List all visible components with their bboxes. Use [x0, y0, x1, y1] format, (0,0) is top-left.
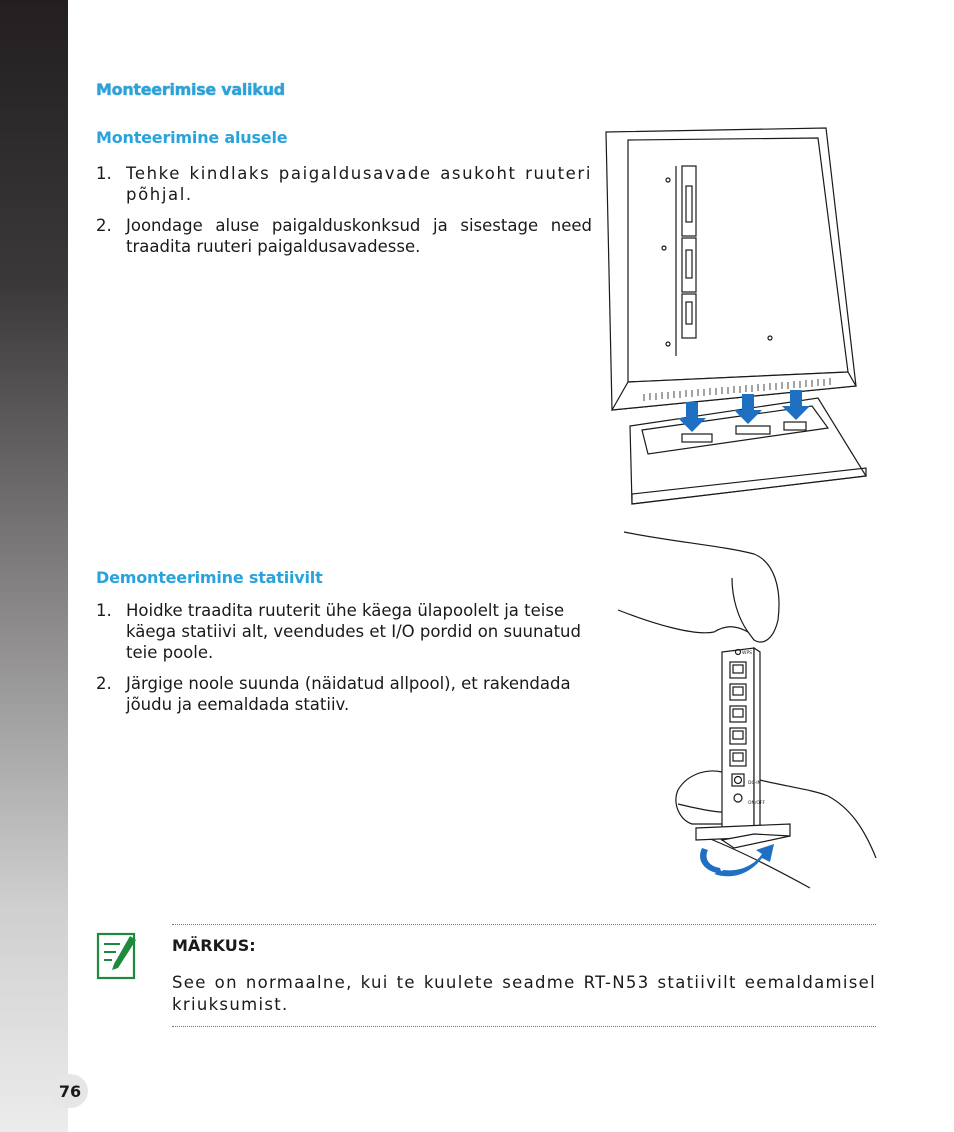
note-bottom-divider: [172, 1026, 876, 1027]
note-title: MÄRKUS:: [172, 936, 256, 955]
note-text: See on normaalne, kui te kuulete seadme RT-N53 statiivilt eemaldamisel kriuksumist.: [172, 973, 876, 1014]
wps-label: WPS: [742, 651, 753, 656]
stand-removal-drawing: [614, 528, 880, 892]
step-number: 1.: [96, 164, 112, 183]
section-title-dismount: Demonteerimine statiivilt: [96, 568, 323, 587]
section-title-mounting: Monteerimine alusele: [96, 128, 288, 147]
list-item: [96, 673, 606, 715]
dcin-label: DC-IN: [748, 781, 761, 786]
mounting-steps: [96, 163, 592, 267]
note-pencil-icon: [96, 930, 140, 982]
step-number: 1.: [96, 601, 112, 620]
page-number: 76: [52, 1074, 88, 1108]
router-base-drawing: [604, 126, 874, 506]
step-text: Tehke kindlaks paigaldusavade asukoht ruuteri põhjal.: [126, 164, 592, 204]
note-top-divider: [172, 924, 876, 925]
step-number: 2.: [96, 216, 112, 235]
list-item: [96, 600, 606, 663]
onoff-label: ON/OFF: [748, 801, 766, 806]
stand-removal-illustration: [614, 528, 880, 892]
page-heading: Monteerimise valikud: [96, 80, 285, 99]
step-text: Joondage aluse paigalduskonksud ja sisestage need traadita ruuteri paigaldusavadesse.: [126, 216, 592, 256]
list-item: [96, 215, 592, 257]
step-number: 2.: [96, 674, 112, 693]
step-text: Järgige noole suunda (näidatud allpool), et rakendada jõudu ja eemaldada statiiv.: [126, 674, 571, 714]
left-margin-bar: [0, 0, 68, 1132]
step-text: Hoidke traadita ruuterit ühe käega ülapoolelt ja teise käega statiivi alt, veendudes et I/O pordid on suunatud teie poole.: [126, 601, 581, 662]
router-base-illustration: [604, 126, 874, 506]
list-item: [96, 163, 592, 205]
dismount-steps: [96, 600, 606, 725]
